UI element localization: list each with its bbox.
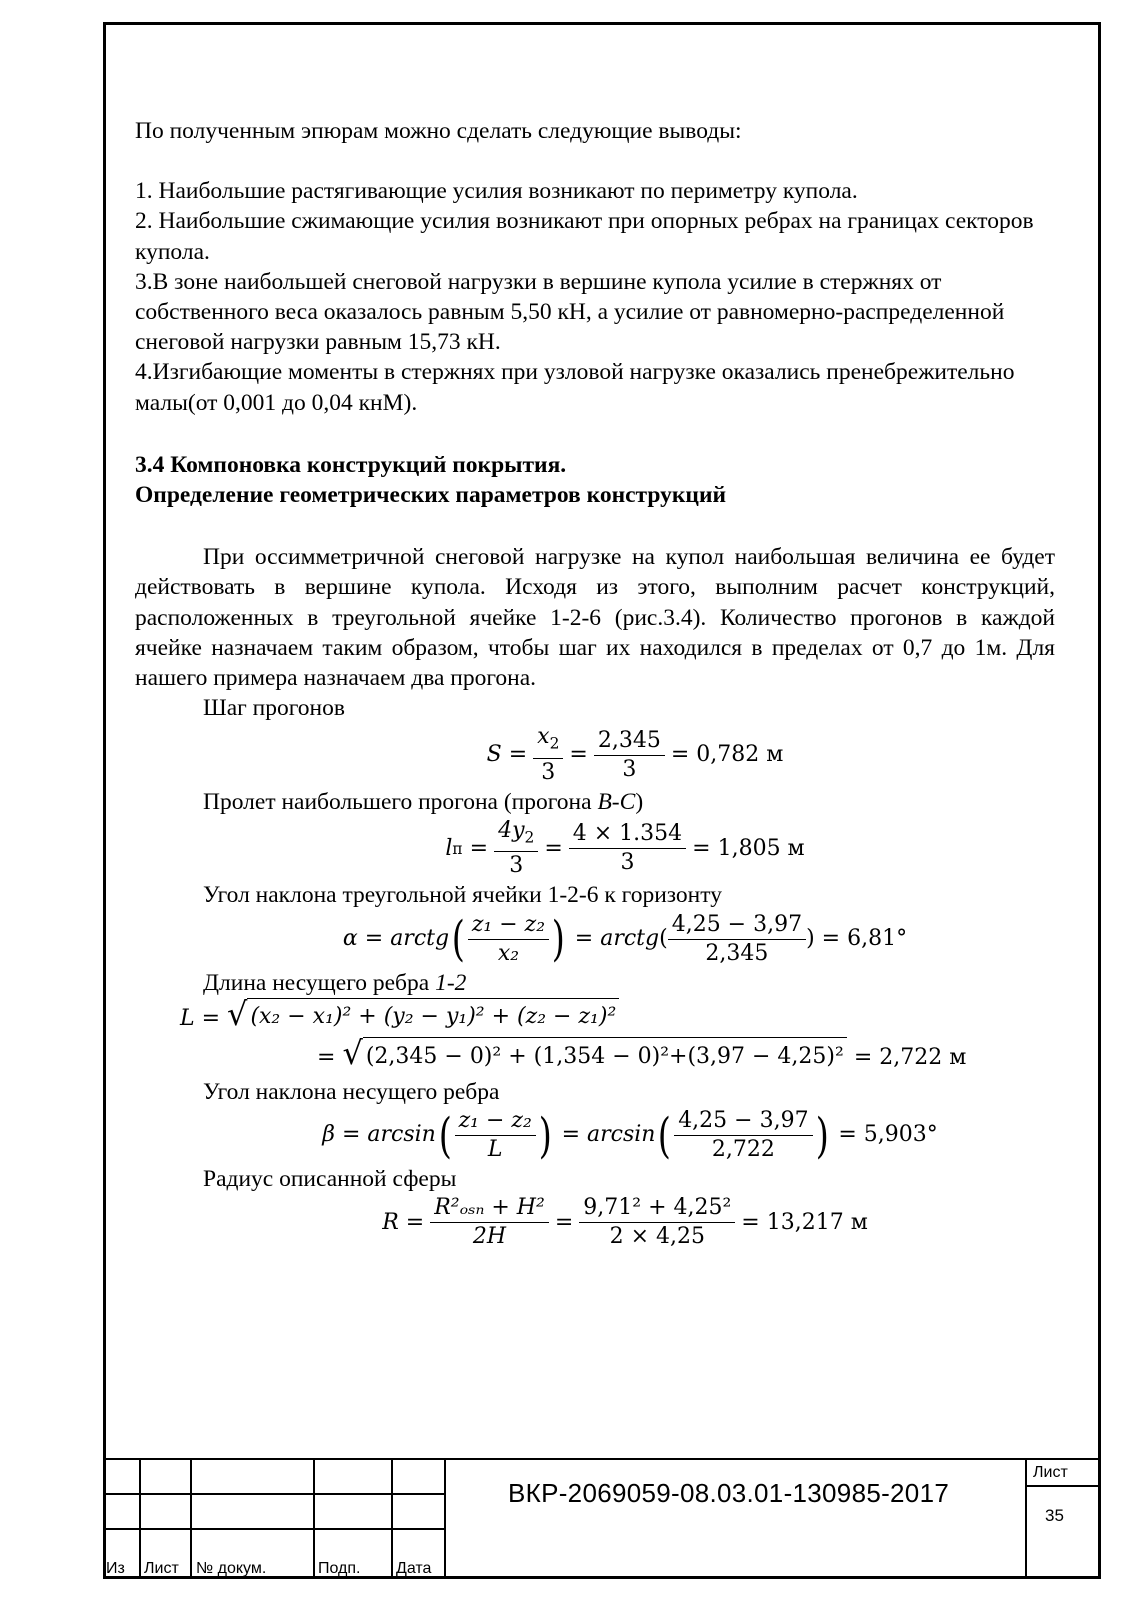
stamp-col-list: Лист xyxy=(144,1560,179,1577)
document-body xyxy=(135,116,1055,1251)
label-length: Длина несущего ребра 1-2 xyxy=(203,969,467,996)
label-radius: Радиус описанной сферы xyxy=(203,1166,457,1193)
stamp-col-date: Дата xyxy=(396,1560,432,1577)
conclusion-2: 2. Наибольшие сжимающие усилия возникают при опорных ребрах на границах секторов купола. xyxy=(135,208,1034,265)
intro-text: По полученным эпюрам можно сделать следующие выводы: xyxy=(135,118,742,144)
label-span: Пролет наибольшего прогона (прогона B-C) xyxy=(203,788,644,815)
sheet-label: Лист xyxy=(1033,1464,1068,1481)
stamp-col-doc: № докум. xyxy=(196,1560,267,1577)
section-subheading: Определение геометрических параметров конструкций xyxy=(135,482,727,509)
formula-radius: R = $\frac{\text{R²ₒₛₙ + H²}}{2H}$ = $\frac{\text{9,71² + 4,25²}}{2 \times 4,25}$ = 13,217 м xyxy=(382,1195,868,1250)
section-paragraph: При оссимметричной снеговой нагрузке на купол наибольшая величина ее будет действовать в вершине купола. Исходя из этого, выполним расчет конструкций, расположенных в треугольной ячейке 1-2-6 (рис.3.4). Количество прогонов в каждой ячейке назначаем таким образом, чтобы шаг их находился в пределах от 0,7 до 1м. Для нашего примера назначаем два прогона. xyxy=(135,544,1055,692)
stamp-col-izm: Из xyxy=(106,1560,125,1577)
formula-length-1: L = √ (x₂ − x₁)² + (y₂ − y₁)² + (z₂ − z₁)² xyxy=(180,998,1055,1037)
label-rib-angle: Угол наклона несущего ребра xyxy=(203,1078,500,1105)
formula-alpha: α = arctg ( $\frac{\text{z₁ − z₂}}{\text{x₂}}$ ) = arctg ( $\frac{4,25 - 3,97}{2,345}$ ) = 6,81° xyxy=(342,911,908,968)
label-angle: Угол наклона треугольной ячейки 1-2-6 к горизонту xyxy=(203,882,722,909)
conclusion-3: 3.В зоне наибольшей снеговой нагрузки в вершине купола усилие в стержнях от собственного веса оказалось равным 5,50 кН, а усилие от равномерно-распределенной снеговой нагрузки равным 15,73 кН. xyxy=(135,268,1005,356)
conclusion-1: 1. Наибольшие растягивающие усилия возникают по периметру купола. xyxy=(135,178,858,205)
stamp-col-sign: Подп. xyxy=(318,1560,361,1577)
formula-beta: β = arcsin ( $\frac{\text{z₁ − z₂}}{L}$ ) = arcsin ( $\frac{4,25 - 3,97}{2,722}$ ) = 5,903° xyxy=(322,1107,938,1164)
formula-step: S = $\frac{x_2}{3}$ = $\frac{2,345}{3}$ = 0,782 м xyxy=(486,724,784,785)
label-step: Шаг прогонов xyxy=(203,695,345,722)
conclusion-4: 4.Изгибающие моменты в стержнях при узловой нагрузке оказались пренебрежительно малы(от 0,001 до 0,04 кнМ). xyxy=(135,359,1015,416)
title-block xyxy=(103,1458,1101,1579)
formula-span: l п = $\frac{4y_2}{3}$ = $\frac{4 \times 1.354}{3}$ = 1,805 м xyxy=(445,818,805,879)
document-code: ВКР-2069059-08.03.01-130985-2017 xyxy=(508,1478,950,1508)
section-heading: 3.4 Компоновка конструкций покрытия. xyxy=(135,451,567,478)
sheet-number: 35 xyxy=(1045,1506,1064,1525)
formula-length-2: = √ (2,345 − 0)² + (1,354 − 0)²+(3,97 − 4,25)² = 2,722 м xyxy=(317,1037,1055,1077)
